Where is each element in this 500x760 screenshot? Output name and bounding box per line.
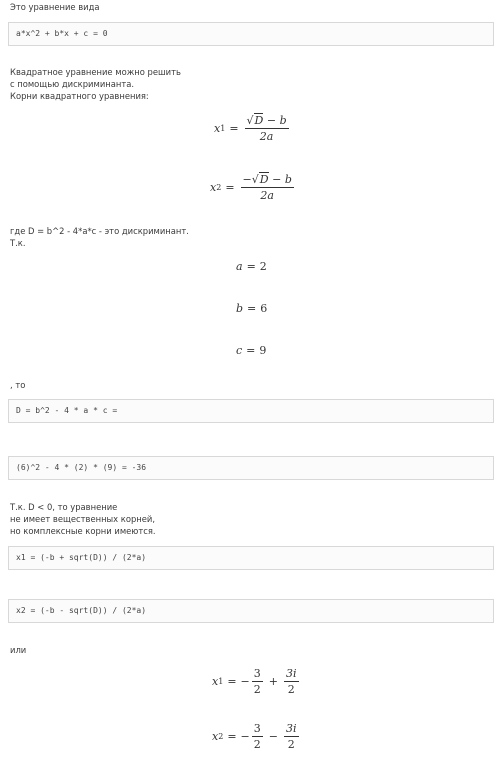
where-line: где D = b^2 - 4*a*c - это дискриминант. [10, 226, 189, 236]
formula-x2-sub: 2 [216, 183, 222, 192]
para2-line3: но комплексные корни имеются. [10, 526, 156, 536]
coef-b-eq: = [247, 302, 257, 315]
tk-line: Т.к. [10, 238, 26, 248]
root-x2-sign1: − [240, 730, 250, 743]
formula-x2-neg: − [242, 173, 252, 186]
root-x2-imag-frac [284, 722, 299, 751]
coef-a-name: a [236, 260, 243, 273]
coef-a [236, 260, 267, 273]
coef-c-name: c [236, 344, 243, 357]
root-x2 [212, 722, 301, 751]
para2-line2: не имеет вещественных корней, [10, 514, 156, 524]
root-x1-imag-den: 2 [287, 683, 295, 696]
root-x1-var: x [212, 675, 219, 688]
root-x1-sign1: − [240, 675, 250, 688]
x1-code-box: x1 = (-b + sqrt(D)) / (2*a) [8, 546, 494, 570]
x2-code-box: x2 = (-b - sqrt(D)) / (2*a) [8, 599, 494, 623]
root-x2-sub: 2 [218, 732, 224, 741]
formula-x1-den: 2a [259, 130, 274, 143]
formula-x1-var: x [214, 122, 221, 135]
root-x1-sub: 1 [218, 677, 224, 686]
coef-b-name: b [236, 302, 244, 315]
formula-x1-sub: 1 [220, 124, 226, 133]
formula-x1-eq: = [229, 122, 239, 135]
intro-text: Это уравнение вида [10, 2, 100, 12]
or-text: или [10, 645, 27, 655]
coef-b-val: 6 [260, 302, 268, 315]
coef-b [236, 302, 267, 315]
coef-c [236, 344, 266, 357]
formula-D-2: D [259, 173, 269, 186]
discriminant-calc-box: (6)^2 - 4 * (2) * (9) = -36 [8, 456, 494, 480]
root-x2-real-frac [252, 722, 263, 751]
root-x2-imag-den: 2 [287, 738, 295, 751]
formula-x2-eq: = [225, 181, 235, 194]
root-x2-sign2: − [268, 730, 278, 743]
para2-line1: Т.к. D < 0, то уравнение [10, 502, 118, 512]
root-x1-real-num: 3 [253, 667, 261, 680]
coef-a-eq: = [246, 260, 256, 273]
sqrt-sign: √ [246, 114, 254, 127]
formula-x2-var: x [210, 181, 217, 194]
coef-c-val: 9 [259, 344, 267, 357]
para1-line3: Корни квадратного уравнения: [10, 91, 149, 101]
root-x2-imag-num: 3i [285, 722, 297, 735]
root-x2-real-den: 2 [253, 738, 261, 751]
formula-x1 [214, 114, 291, 143]
sqrt-sign-2: √ [251, 173, 259, 186]
formula-x2-den: 2a [260, 189, 274, 202]
equation-code-box: a*x^2 + b*x + c = 0 [8, 22, 494, 46]
root-x1-imag-num: 3i [285, 667, 297, 680]
para1-line1: Квадратное уравнение можно решить [10, 67, 181, 77]
coef-c-eq: = [246, 344, 256, 357]
root-x2-real-num: 3 [253, 722, 261, 735]
formula-D: D [254, 114, 264, 127]
coef-a-val: 2 [259, 260, 267, 273]
formula-x2 [210, 173, 296, 202]
formula-x2-fraction [241, 173, 294, 202]
root-x2-var: x [212, 730, 219, 743]
root-x1-real-frac [252, 667, 263, 696]
then-text: , то [10, 380, 26, 390]
root-x1-eq: = [227, 675, 237, 688]
formula-minus-2: − [272, 173, 282, 186]
formula-b-2: b [284, 173, 292, 186]
root-x1-sign2: + [268, 675, 278, 688]
formula-x1-fraction [245, 114, 289, 143]
para1-line2: с помощью дискриминанта. [10, 79, 135, 89]
formula-b: b [279, 114, 287, 127]
formula-minus: − [266, 114, 277, 127]
discriminant-expr-box: D = b^2 - 4 * a * c = [8, 399, 494, 423]
root-x1-real-den: 2 [253, 683, 261, 696]
root-x2-eq: = [227, 730, 237, 743]
root-x1-imag-frac [284, 667, 299, 696]
root-x1 [212, 667, 301, 696]
